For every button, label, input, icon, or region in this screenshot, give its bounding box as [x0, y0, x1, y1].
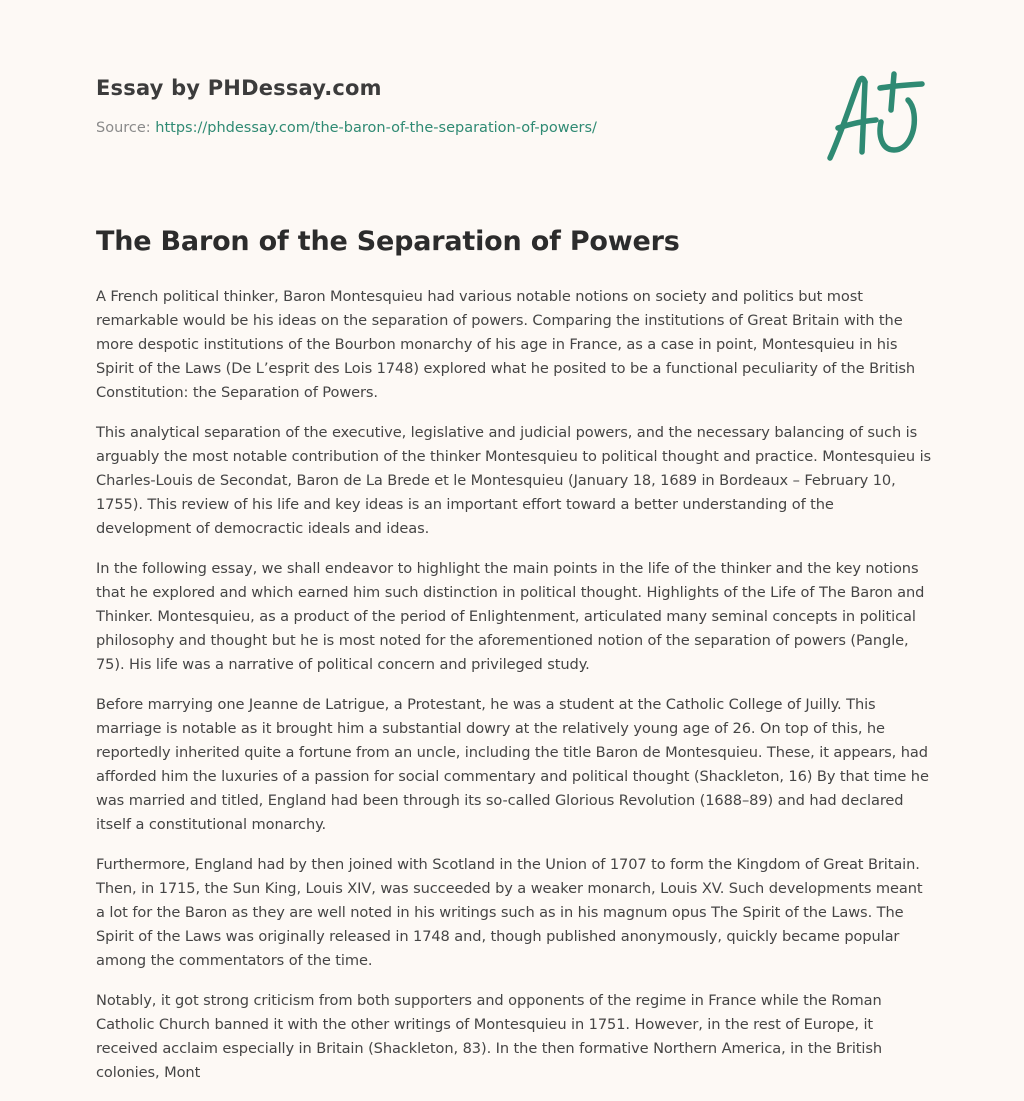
essay-body [96, 285, 932, 1101]
a-plus-logo-icon [818, 66, 930, 166]
essay-paragraph: Notably, it got strong criticism from both supporters and opponents of the regime in France while the Roman Catholic Church banned it with the other writings of Montesquieu in 1751. However, in the rest of Europe, it received acclaim especially in Britain (Shackleton, 83). In the then formative Northern America, in the British colonies, Mont [96, 992, 883, 1081]
source-line [96, 120, 796, 136]
essay-paragraph: This analytical separation of the executive, legislative and judicial powers, and the necessary balancing of such is arguably the most notable contribution of the thinker Montesquieu to political thought and practice. Montesquieu is Charles-Louis de Secondat, Baron de La Brede et le Montesquieu (January 18, 1689 in Bordeaux – February 10, 1755). This review of his life and key ideas is an important effort toward a better understanding of the development of democractic ideals and ideas. [96, 424, 932, 537]
essay-paragraph: Before marrying one Jeanne de Latrigue, a Protestant, he was a student at the Catholic College of Juilly. This marriage is notable as it brought him a substantial dowry at the relatively young age of 26. On top of this, he reportedly inherited quite a fortune from an uncle, including the title Baron de Montesquieu. These, it appears, had afforded him the luxuries of a passion for social commentary and political thought (Shackleton, 16) By that time he was married and titled, England had been through its so-called Glorious Revolution (1688–89) and had declared itself a constitutional monarchy. [96, 696, 929, 833]
essay-paragraph: A French political thinker, Baron Montesquieu had various notable notions on society and politics but most remarkable would be his ideas on the separation of powers. Comparing the institutions of Great Britain with the more despotic institutions of the Bourbon monarchy of his age in France, as a case in point, Montesquieu in his Spirit of the Laws (De L’esprit des Lois 1748) explored what he posited to be a functional peculiarity of the British Constitution: the Separation of Powers. [96, 288, 916, 401]
site-title: Essay by PHDessay.com [96, 76, 382, 100]
essay-title: The Baron of the Separation of Powers [96, 226, 680, 257]
essay-paragraph: In the following essay, we shall endeavor to highlight the main points in the life of the thinker and the key notions that he explored and which earned him such distinction in political thought. Highlights of the Life of The Baron and Thinker. Montesquieu, as a product of the period of Enlightenment, articulated many seminal concepts in political philosophy and thought but he is most noted for the aforementioned notion of the separation of powers (Pangle, 75). His life was a narrative of political concern and privileged study. [96, 560, 925, 673]
header [96, 76, 796, 136]
essay-paragraph: Furthermore, England had by then joined with Scotland in the Union of 1707 to form the Kingdom of Great Britain. Then, in 1715, the Sun King, Louis XIV, was succeeded by a weaker monarch, Louis XV. Such developments meant a lot for the Baron as they are well noted in his writings such as in his magnum opus The Spirit of the Laws. The Spirit of the Laws was originally released in 1748 and, though published anonymously, quickly became popular among the commentators of the time. [96, 856, 923, 969]
source-label: Source: [96, 120, 151, 136]
source-link[interactable]: https://phdessay.com/the-baron-of-the-separation-of-powers/ [155, 120, 597, 136]
